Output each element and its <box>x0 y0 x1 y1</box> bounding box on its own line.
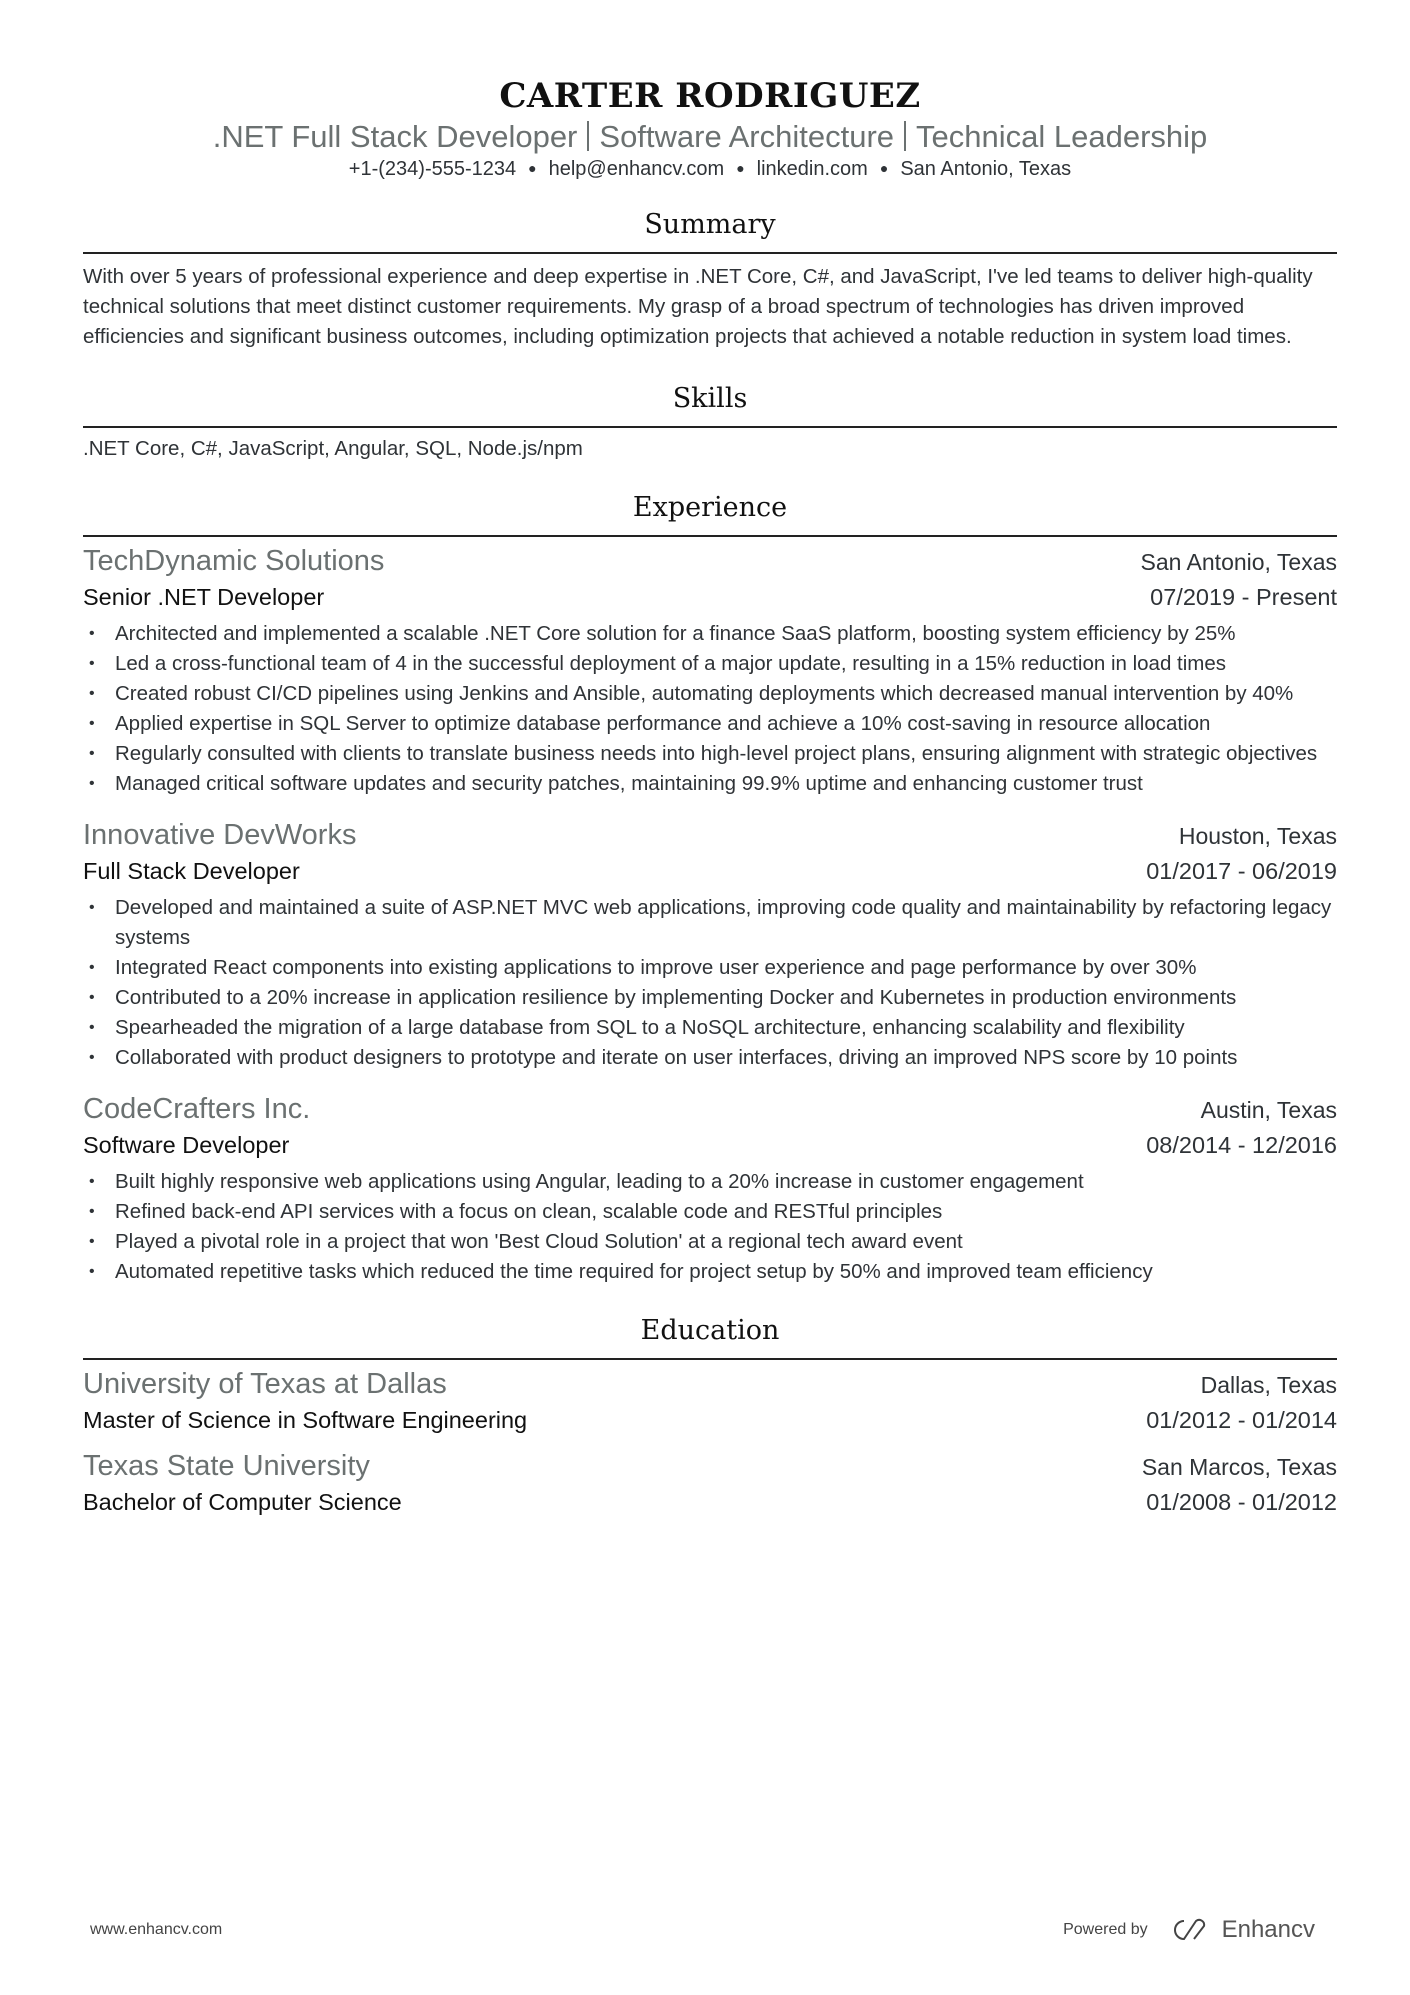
company-name: CodeCrafters Inc. <box>83 1093 311 1125</box>
achievement-item: • Created robust CI/CD pipelines using Jenkins and Ansible, automating deployments which decreased manual intervention by 40% <box>83 679 1337 709</box>
education-dates: 01/2008 - 01/2012 <box>1146 1489 1337 1515</box>
divider <box>904 121 906 151</box>
achievement-item: • Applied expertise in SQL Server to optimize database performance and achieve a 10% cost-saving in resource allocation <box>83 709 1337 739</box>
school-name: University of Texas at Dallas <box>83 1368 447 1400</box>
experience-entry <box>83 818 1337 1073</box>
company-name: TechDynamic Solutions <box>83 545 385 577</box>
location: San Antonio, Texas <box>900 158 1072 180</box>
powered-by-label: Powered by <box>1063 1921 1148 1938</box>
job-title: Senior .NET Developer <box>83 584 325 610</box>
education-entry <box>83 1367 1337 1435</box>
footer-site-link[interactable]: www.enhancv.com <box>90 1921 223 1938</box>
email-link[interactable]: help@enhancv.com <box>548 158 725 180</box>
experience-entry <box>83 1092 1337 1287</box>
linkedin-link[interactable]: linkedin.com <box>756 158 868 180</box>
achievement-item: • Managed critical software updates and security patches, maintaining 99.9% uptime and enhancing customer trust <box>83 769 1337 799</box>
achievement-item: • Played a pivotal role in a project that won 'Best Cloud Solution' at a regional tech award event <box>83 1227 1337 1257</box>
powered-by <box>1063 1916 1315 1944</box>
job-location: San Antonio, Texas <box>1140 549 1337 575</box>
job-title: Full Stack Developer <box>83 858 300 884</box>
school-location: Dallas, Texas <box>1200 1372 1337 1398</box>
achievement-list <box>83 619 1337 799</box>
achievement-list <box>83 1167 1337 1287</box>
summary-text: With over 5 years of professional experience and deep expertise in .NET Core, C#, and JavaScript, I've led teams to deliver high-quality technical solutions that meet distinct customer requirements. My grasp of a broad spectrum of technologies has driven improved efficiencies and significant business outcomes, including optimization projects that achieved a notable reduction in system load times. <box>83 265 1313 348</box>
education-list <box>83 1367 1337 1517</box>
achievement-item: • Built highly responsive web applications using Angular, leading to a 20% increase in customer engagement <box>83 1167 1337 1197</box>
education-dates: 01/2012 - 01/2014 <box>1146 1407 1337 1433</box>
achievement-item: • Contributed to a 20% increase in application resilience by implementing Docker and Kubernetes in production environments <box>83 983 1337 1013</box>
skills-text: .NET Core, C#, JavaScript, Angular, SQL, Node.js/npm <box>83 437 583 460</box>
section-heading-skills: Skills <box>83 381 1337 428</box>
education-entry <box>83 1449 1337 1517</box>
candidate-name: CARTER RODRIGUEZ <box>499 76 921 116</box>
achievement-item: • Regularly consulted with clients to translate business needs into high-level project plans, ensuring alignment with strategic objectives <box>83 739 1337 769</box>
degree: Master of Science in Software Engineering <box>83 1407 528 1433</box>
enhancv-logo-icon <box>1170 1918 1214 1942</box>
school-location: San Marcos, Texas <box>1141 1454 1337 1480</box>
headline-title: Technical Leadership <box>916 119 1208 154</box>
company-name: Innovative DevWorks <box>83 819 357 851</box>
headline-title: .NET Full Stack Developer <box>212 119 578 154</box>
achievement-item: • Developed and maintained a suite of ASP.NET MVC web applications, improving code quality and maintainability by refactoring legacy systems <box>83 893 1337 953</box>
job-title: Software Developer <box>83 1132 290 1158</box>
divider <box>587 121 589 151</box>
achievement-item: • Spearheaded the migration of a large database from SQL to a NoSQL architecture, enhancing scalability and flexibility <box>83 1013 1337 1043</box>
degree: Bachelor of Computer Science <box>83 1489 402 1515</box>
job-location: Houston, Texas <box>1178 823 1337 849</box>
achievement-item: • Led a cross-functional team of 4 in the successful deployment of a major update, resulting in a 15% reduction in load times <box>83 649 1337 679</box>
section-heading-education: Education <box>83 1313 1337 1360</box>
section-heading-experience: Experience <box>83 490 1337 537</box>
experience-list <box>83 544 1337 1287</box>
experience-entry <box>83 544 1337 799</box>
headline-title: Software Architecture <box>599 119 895 154</box>
achievement-item: • Integrated React components into existing applications to improve user experience and page performance by over 30% <box>83 953 1337 983</box>
footer <box>90 1916 1315 1944</box>
job-location: Austin, Texas <box>1200 1097 1337 1123</box>
achievement-item: • Collaborated with product designers to prototype and iterate on user interfaces, driving an improved NPS score by 10 points <box>83 1043 1337 1073</box>
job-dates: 07/2019 - Present <box>1150 584 1337 610</box>
brand-name: Enhancv <box>1221 1916 1315 1943</box>
job-dates: 08/2014 - 12/2016 <box>1146 1132 1337 1158</box>
school-name: Texas State University <box>83 1450 370 1482</box>
phone: +1-(234)-555-1234 <box>348 158 517 180</box>
achievement-item: • Refined back-end API services with a focus on clean, scalable code and RESTful principles <box>83 1197 1337 1227</box>
headline <box>83 118 1337 156</box>
achievement-item: • Automated repetitive tasks which reduced the time required for project setup by 50% and improved team efficiency <box>83 1257 1337 1287</box>
section-heading-summary: Summary <box>83 207 1337 254</box>
job-dates: 01/2017 - 06/2019 <box>1146 858 1337 884</box>
contact-info: +1-(234)-555-1234 ● help@enhancv.com ● linkedin.com ● San Antonio, Texas <box>348 158 1072 180</box>
achievement-item: • Architected and implemented a scalable .NET Core solution for a finance SaaS platform, boosting system efficiency by 25% <box>83 619 1337 649</box>
achievement-list <box>83 893 1337 1073</box>
enhancv-logo[interactable] <box>1170 1916 1315 1944</box>
